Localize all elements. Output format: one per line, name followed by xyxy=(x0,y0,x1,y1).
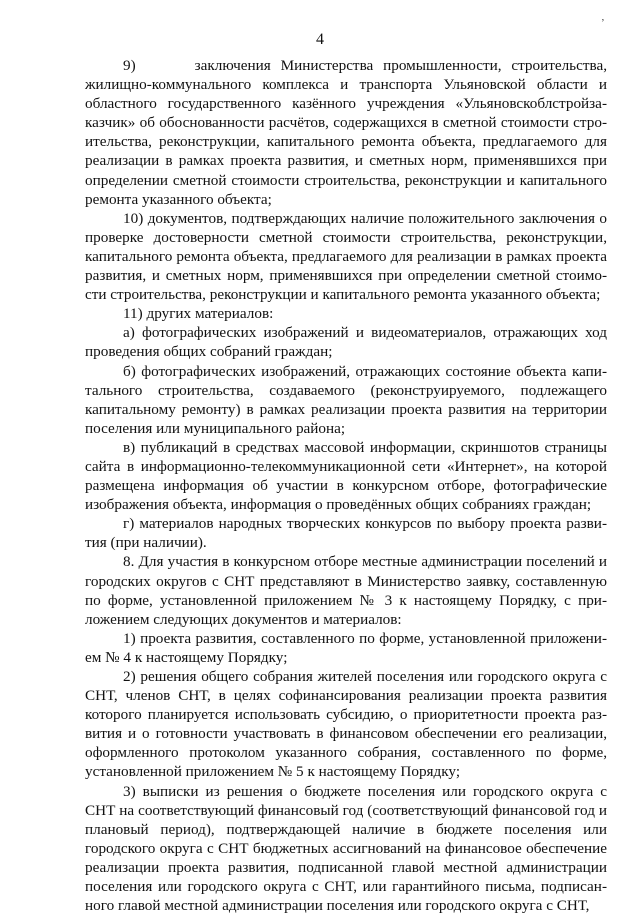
paragraph-doc-3: 3) выписки из решения о бюджете поселения или городского округа с СНТ на соответствующий финансовый год (соответствующий финансовой год и плановый период), подтверждающей наличие в бюджете поселения или городского округа с СНТ бюджетных ассигнований на финансовое обеспечение реализации проекта развития, подписанной главой местной администрации поселения или городского округа с СНТ, или гарантийного письма, подписанного главой местной администрации поселения или городского округа с СНТ, xyxy=(85,782,607,915)
page-number: 4 xyxy=(316,31,324,48)
paragraph-doc-1: 1) проекта развития, составленного по форме, установленной приложением № 4 к настоящему Порядку; xyxy=(85,629,607,666)
paragraph-subitem-g: г) материалов народных творческих конкурсов по выбору проекта развития (при наличии). xyxy=(85,515,607,552)
paragraph-item-11: 11) других материалов: xyxy=(123,305,274,323)
paragraph-doc-2: 2) решения общего собрания жителей поселения или городского округа с СНТ, членов СНТ, в целях софинансирования реализации проекта развития которого планируется использовать субсидию, о приоритетности проекта развития и о готовности участвовать в финансовом обеспечении его реализации, оформленного протоколом указанного собрания, составленного по форме, установленной приложением № 5 к настоящему Порядку; xyxy=(85,668,607,781)
paragraph-item-9: 9) заключения Министерства промышленности, строительства, жилищно-коммунального комплекса и транспорта Ульяновской области и областного государственного казённого учреждения «Ульяновскоблстройзаказчик» об обоснованности расчётов, содержащихся в сметной стоимости строительства, реконструкции, капитального ремонта объекта, предлагаемого для реализации в рамках проекта развития, и сметных норм, применявшихся при определении сметной стоимости строительства, реконструкции и капитального ремонта указанного объекта; xyxy=(85,57,607,208)
paragraph-section-8: 8. Для участия в конкурсном отборе местные администрации поселений и городских округов с СНТ представляют в Министерство заявку, составленную по форме, установленной приложением № 3 к настоящему Порядку, с приложением следующих документов и материалов: xyxy=(85,553,607,628)
corner-mark: ’ xyxy=(601,17,605,29)
paragraph-item-10: 10) документов, подтверждающих наличие положительного заключения о проверке достоверности сметной стоимости строительства, реконструкции, капитального ремонта объекта, предлагаемого для реализации в рамках проекта развития, и сметных норм, применявшихся при определении сметной стоимости строительства, реконструкции и капитального ремонта указанного объекта; xyxy=(85,209,607,304)
document-body xyxy=(85,56,607,915)
paragraph-subitem-v: в) публикаций в средствах массовой информации, скриншотов страницы сайта в информационно-телекоммуникационной сети «Интернет», на которой размещена информация об участии в конкурсном отборе, фотографические изображения объекта, информация о проведённых общих собраниях граждан; xyxy=(85,438,607,514)
paragraph-subitem-a: а) фотографических изображений и видеоматериалов, отражающих ход проведения общих собраний граждан; xyxy=(85,324,607,361)
paragraph-subitem-b: б) фотографических изображений, отражающих состояние объекта капитального строительства, создаваемого (реконструируемого, подлежащего капитальному ремонту) в рамках реализации проекта развития на территории поселения или муниципального района; xyxy=(85,362,607,437)
